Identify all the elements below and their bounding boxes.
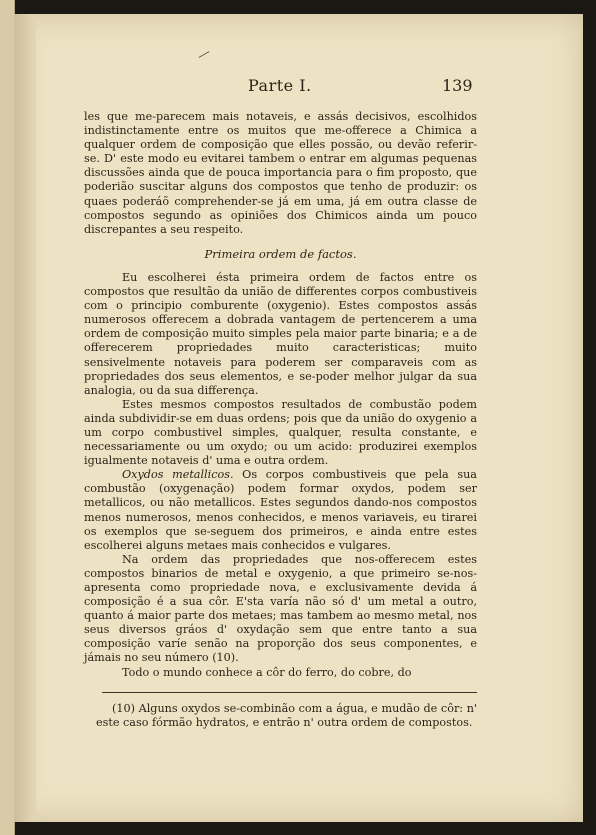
paragraph: Eu escolherei ésta primeira ordem de factos entre os compostos que resultão da união de differentes corpos combustiveis com o principio comburente (oxygenio). Estes compostos assás numerosos offerecem a dobrada vantagem de pertencerem a uma ordem de composição muito simples pela maior parte binaria; e a de offerecerem propriedades muito caracteristicas; muito sensivelmente notaveis para poderem ser comparaveis com as propriedades dos seus elementos, e se-poder melhor julgar da sua analogia, ou da sua differença. — [84, 270, 477, 397]
oxydos-heading: Oxydos metallicos. — [122, 468, 234, 482]
paragraph-oxydos — [84, 468, 477, 553]
paragraph-last: Todo o mundo conhece a côr do ferro, do cobre, do — [122, 665, 412, 679]
footnote-text: (10) Alguns oxydos se-combinão com a água, e mudão de côr: n' este caso fórmão hydratos, e entrão n' outra ordem de compostos. — [96, 702, 477, 730]
page-number: 139 — [442, 76, 473, 95]
footnote-rule — [102, 692, 477, 693]
footnote — [96, 702, 477, 730]
oxydos-text: Os corpos combustiveis que pela sua combustão (oxygenação) podem formar oxydos, podem ser metallicos, ou não metallicos. Estes segundos dando-nos compostos menos numerosos, menos conhecidos, e menos variaveis, eu tirarei os exemplos que se-seguem dos primeiros, e ainda entre estes escolherei alguns metaes mais conhecidos e vulgares. — [84, 468, 477, 552]
paragraph: Na ordem das propriedades que nos-offerecem estes compostos binarios de metal e oxygenio, a que primeiro se-nos-apresenta como propriedade nova, e exclusivamente devida á composição é a sua côr. E'sta varía não só d' um metal a outro, quanto á maior parte dos metaes; mas tambem ao mesmo metal, nos seus diversos gráos d' oxydação sem que entre tanto a sua composição varíe senão na proporção dos seus componentes, e jámais no seu número (10). — [84, 552, 477, 665]
paragraph-continued: les que me-parecem mais notaveis, e assás decisivos, escolhidos indistinctamente entre os muitos que me-offerece a Chimica a qualquer ordem de composição que elles possão, ou devão referir-se. D' este modo eu evitarei tambem o entrar em algumas pequenas discussões ainda que de pouca importancia para o fim proposto, que poderião suscitar alguns dos compostos que tenho de produzir: os quaes poderáõ comprehender-se já em uma, já em outra classe de compostos segundo as opiniões dos Chimicos ainda um pouco discrepantes a seu respeito. — [84, 110, 477, 236]
running-title: Parte I. — [248, 76, 312, 95]
book-page — [14, 14, 583, 822]
paragraph: Estes mesmos compostos resultados de combustão podem ainda subdividir-se em duas ordens; pois que da união do oxygenio a um corpo combustivel simples, qualquer, resulta constante, e necessariamente ou um oxydo; ou um acido: produzirei exemplos igualmente notaveis d' uma e outra ordem. — [84, 397, 477, 468]
body-text — [84, 110, 477, 680]
book-spine-edge — [0, 0, 15, 835]
page-gutter — [14, 14, 36, 822]
page-header — [14, 76, 583, 100]
section-title: Primeira ordem de factos. — [204, 246, 357, 261]
pen-mark — [199, 51, 210, 58]
